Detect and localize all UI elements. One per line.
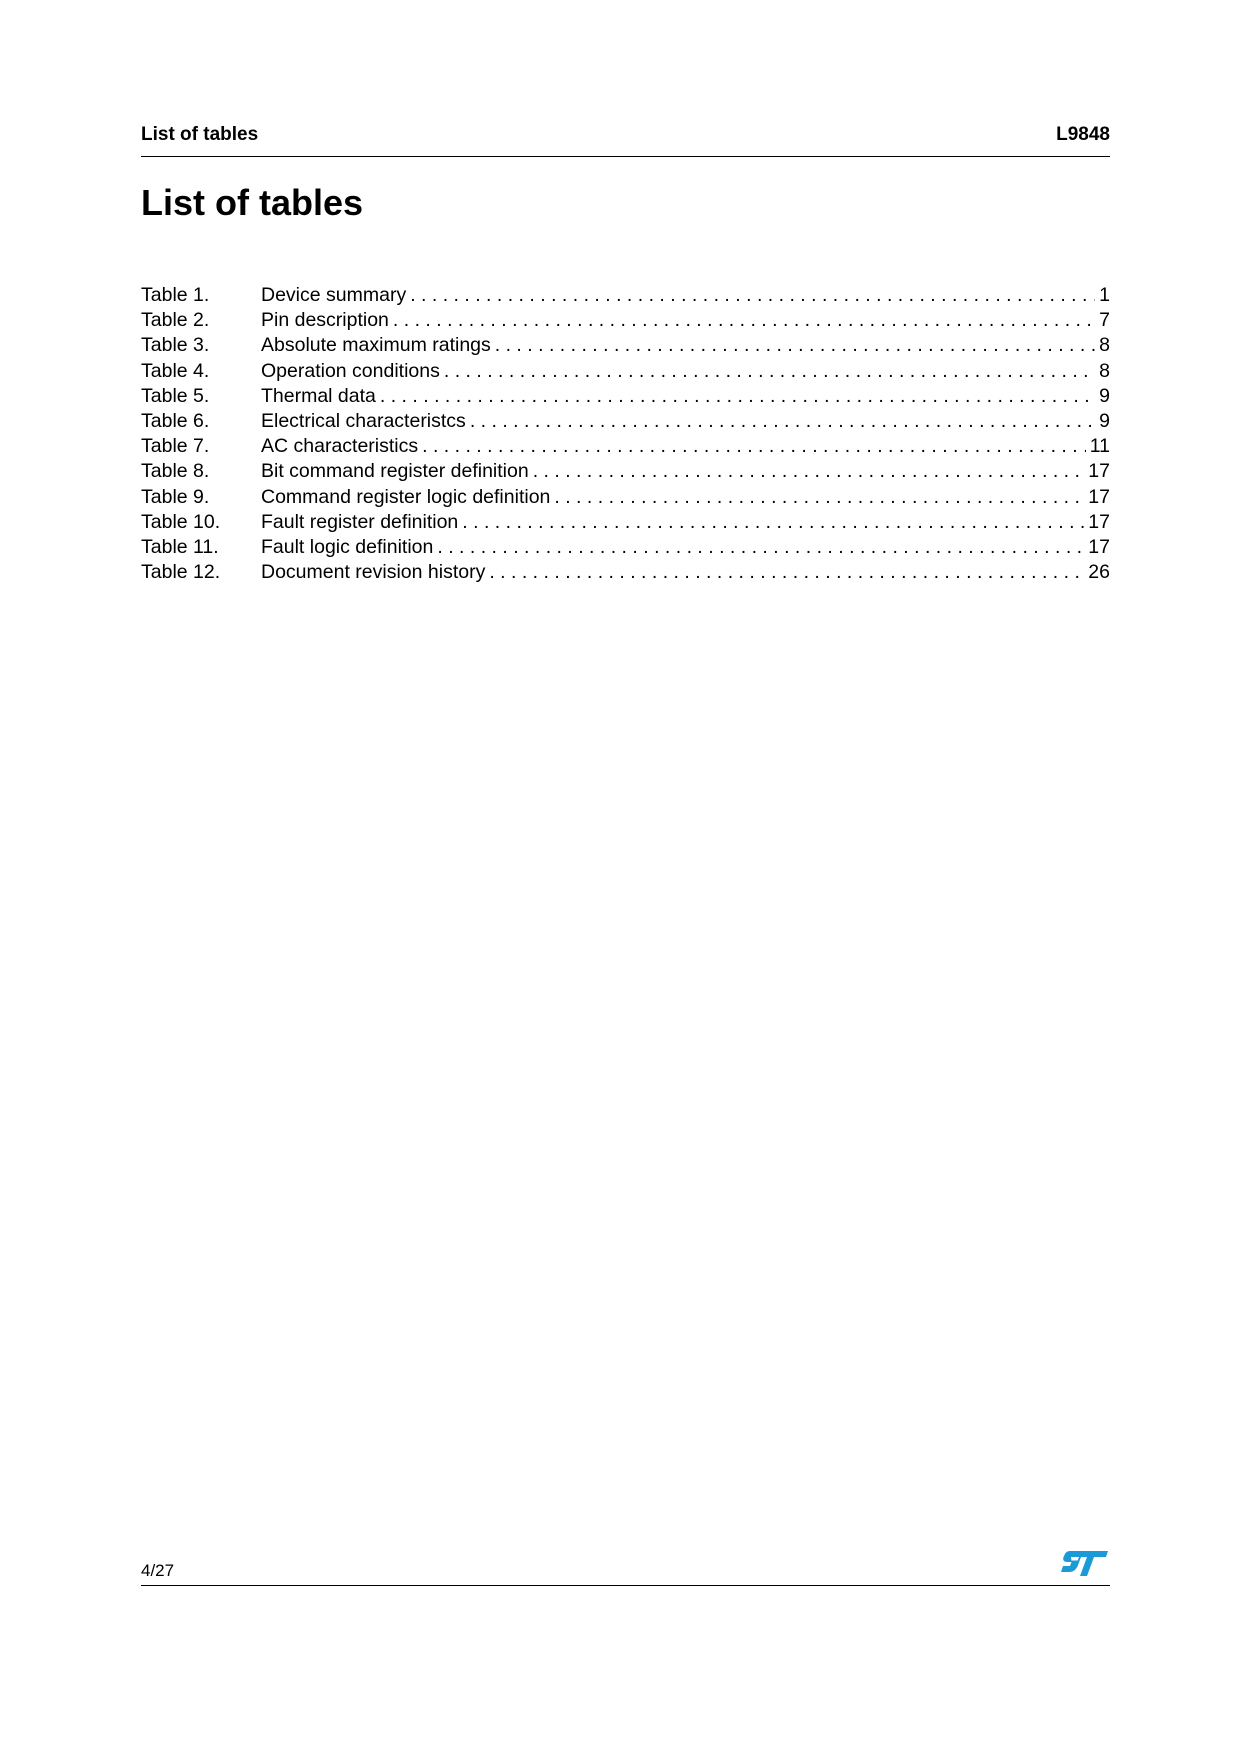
toc-leader-dots xyxy=(462,510,1084,535)
toc-entry[interactable] xyxy=(141,459,1110,484)
toc-entry-page[interactable]: 17 xyxy=(1088,510,1110,533)
toc-leader-dots xyxy=(489,560,1084,585)
toc-leader-dots xyxy=(410,283,1095,308)
toc-entry-number: Table 5. xyxy=(141,384,210,407)
header-section-title: List of tables xyxy=(141,124,259,145)
toc-entry[interactable] xyxy=(141,409,1110,434)
toc-entry[interactable] xyxy=(141,283,1110,308)
toc-leader-dots xyxy=(554,485,1084,510)
toc-entry[interactable] xyxy=(141,535,1110,560)
header-doc-id: L9848 xyxy=(1056,124,1110,145)
toc-entry[interactable] xyxy=(141,485,1110,510)
toc-leader-dots xyxy=(444,359,1095,384)
toc-entry-page[interactable]: 17 xyxy=(1088,485,1110,508)
toc-entry-number: Table 2. xyxy=(141,309,210,332)
table-of-contents xyxy=(141,283,1110,585)
toc-entry-title[interactable]: Absolute maximum ratings xyxy=(261,334,491,357)
toc-entry-number: Table 6. xyxy=(141,409,210,432)
toc-entry-title[interactable]: Bit command register definition xyxy=(261,460,529,483)
toc-entry-page[interactable]: 26 xyxy=(1088,561,1110,584)
toc-entry-number: Table 4. xyxy=(141,359,210,382)
toc-entry-title[interactable]: Fault register definition xyxy=(261,510,459,533)
toc-entry-title[interactable]: Fault logic definition xyxy=(261,535,434,558)
toc-entry-number: Table 9. xyxy=(141,485,210,508)
toc-entry-number: Table 3. xyxy=(141,334,210,357)
toc-entry-number: Table 8. xyxy=(141,460,210,483)
toc-entry-page[interactable]: 7 xyxy=(1099,309,1110,332)
page-title: List of tables xyxy=(141,182,364,223)
toc-leader-dots xyxy=(495,333,1095,358)
page-header xyxy=(141,120,1110,157)
toc-leader-dots xyxy=(422,434,1086,459)
toc-entry-page[interactable]: 8 xyxy=(1099,359,1110,382)
page-number: 4/27 xyxy=(141,1561,175,1580)
toc-leader-dots xyxy=(437,535,1084,560)
toc-leader-dots xyxy=(380,384,1095,409)
toc-entry-number: Table 10. xyxy=(141,510,221,533)
toc-entry-page[interactable]: 1 xyxy=(1099,284,1110,306)
toc-leader-dots xyxy=(470,409,1095,434)
toc-leader-dots xyxy=(393,308,1095,333)
toc-entry[interactable] xyxy=(141,359,1110,384)
toc-entry-title[interactable]: Thermal data xyxy=(261,384,376,407)
toc-entry-title[interactable]: AC characteristics xyxy=(261,435,419,458)
toc-entry-number: Table 11. xyxy=(141,535,219,558)
toc-entry[interactable] xyxy=(141,510,1110,535)
toc-entry[interactable] xyxy=(141,384,1110,409)
toc-entry-number: Table 12. xyxy=(141,561,221,584)
toc-entry-title[interactable]: Electrical characteristcs xyxy=(261,409,466,432)
st-logo-icon xyxy=(1060,1548,1110,1579)
toc-entry[interactable] xyxy=(141,434,1110,459)
toc-entry-title[interactable]: Operation conditions xyxy=(261,359,440,382)
toc-entry-page[interactable]: 8 xyxy=(1099,334,1110,357)
toc-entry-page[interactable]: 9 xyxy=(1099,384,1110,407)
toc-entry-number: Table 7. xyxy=(141,435,210,458)
toc-entry-page[interactable]: 17 xyxy=(1088,460,1110,483)
toc-entry[interactable] xyxy=(141,560,1110,585)
toc-leader-dots xyxy=(533,459,1085,484)
toc-entry-page[interactable]: 17 xyxy=(1088,535,1110,558)
toc-entry-title[interactable]: Command register logic definition xyxy=(261,485,551,508)
toc-entry-page[interactable]: 9 xyxy=(1099,409,1110,432)
toc-entry-title[interactable]: Document revision history xyxy=(261,561,486,584)
toc-entry-number: Table 1. xyxy=(141,284,210,306)
toc-entry[interactable] xyxy=(141,308,1110,333)
page-footer xyxy=(141,1548,1110,1586)
toc-entry-title[interactable]: Pin description xyxy=(261,309,389,332)
toc-entry-page[interactable]: 11 xyxy=(1089,435,1110,458)
toc-entry[interactable] xyxy=(141,333,1110,358)
toc-entry-title[interactable]: Device summary xyxy=(261,284,407,306)
